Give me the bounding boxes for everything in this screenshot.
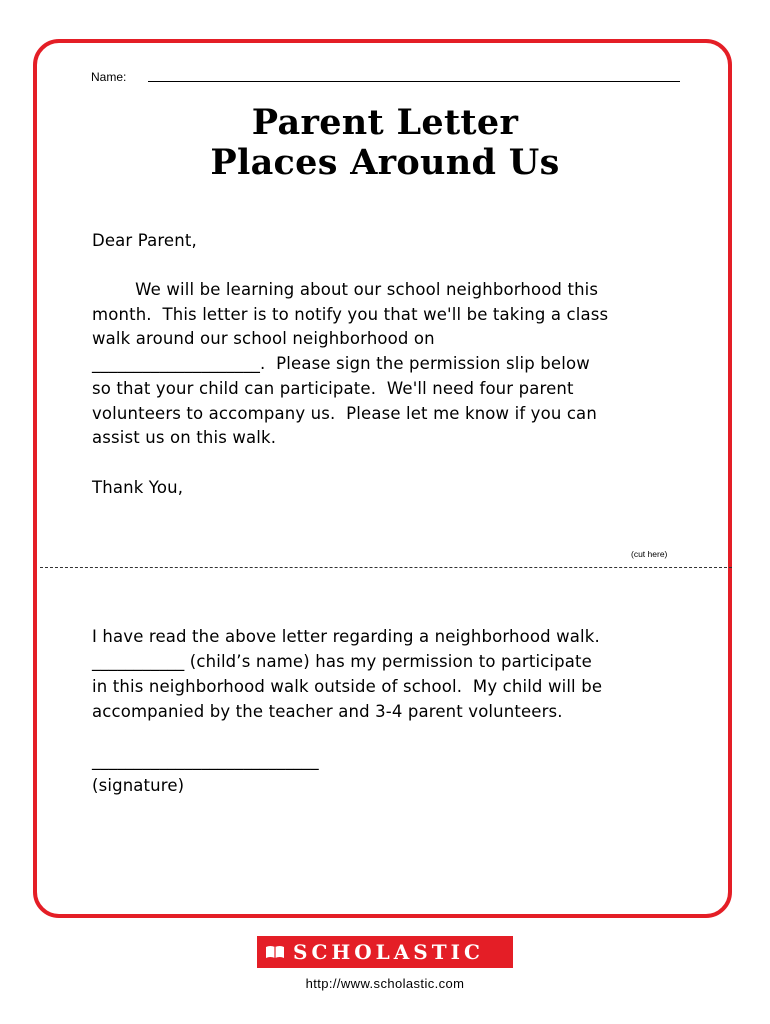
page-subtitle: Places Around Us — [210, 142, 560, 183]
website-link[interactable]: http://www.scholastic.com — [305, 976, 465, 991]
slip-line: I have read the above letter regarding a neighborhood walk. — [92, 627, 600, 646]
signature-line: ___________________________ — [92, 751, 319, 770]
letter-body-line: volunteers to accompany us. Please let me know if you can — [92, 404, 597, 423]
cut-line — [40, 567, 732, 568]
letter-body-line: assist us on this walk. — [92, 428, 277, 447]
signature-label: (signature) — [92, 776, 185, 795]
logo-wordmark: SCHOLASTIC — [293, 940, 484, 964]
letter-closing: Thank You, — [92, 478, 184, 497]
letter-body-line: month. This letter is to notify you that we'll be taking a class — [92, 305, 609, 324]
slip-line: ___________ (child’s name) has my permission to participate — [92, 652, 592, 671]
letter-body-line: We will be learning about our school neighborhood this — [92, 280, 599, 299]
letter-body-line: so that your child can participate. We'll need four parent — [92, 379, 574, 398]
name-field-line — [148, 81, 680, 82]
page-title: Parent Letter — [251, 102, 519, 143]
letter-body-line: walk around our school neighborhood on — [92, 329, 435, 348]
scholastic-logo — [257, 936, 513, 968]
letter-body-line: ____________________. Please sign the permission slip below — [92, 354, 590, 373]
slip-line: accompanied by the teacher and 3-4 parent volunteers. — [92, 702, 563, 721]
letter-greeting: Dear Parent, — [92, 231, 197, 250]
name-label: Name: — [91, 70, 127, 84]
book-icon — [265, 944, 285, 960]
slip-line: in this neighborhood walk outside of school. My child will be — [92, 677, 603, 696]
cut-here-label: (cut here) — [631, 549, 668, 559]
